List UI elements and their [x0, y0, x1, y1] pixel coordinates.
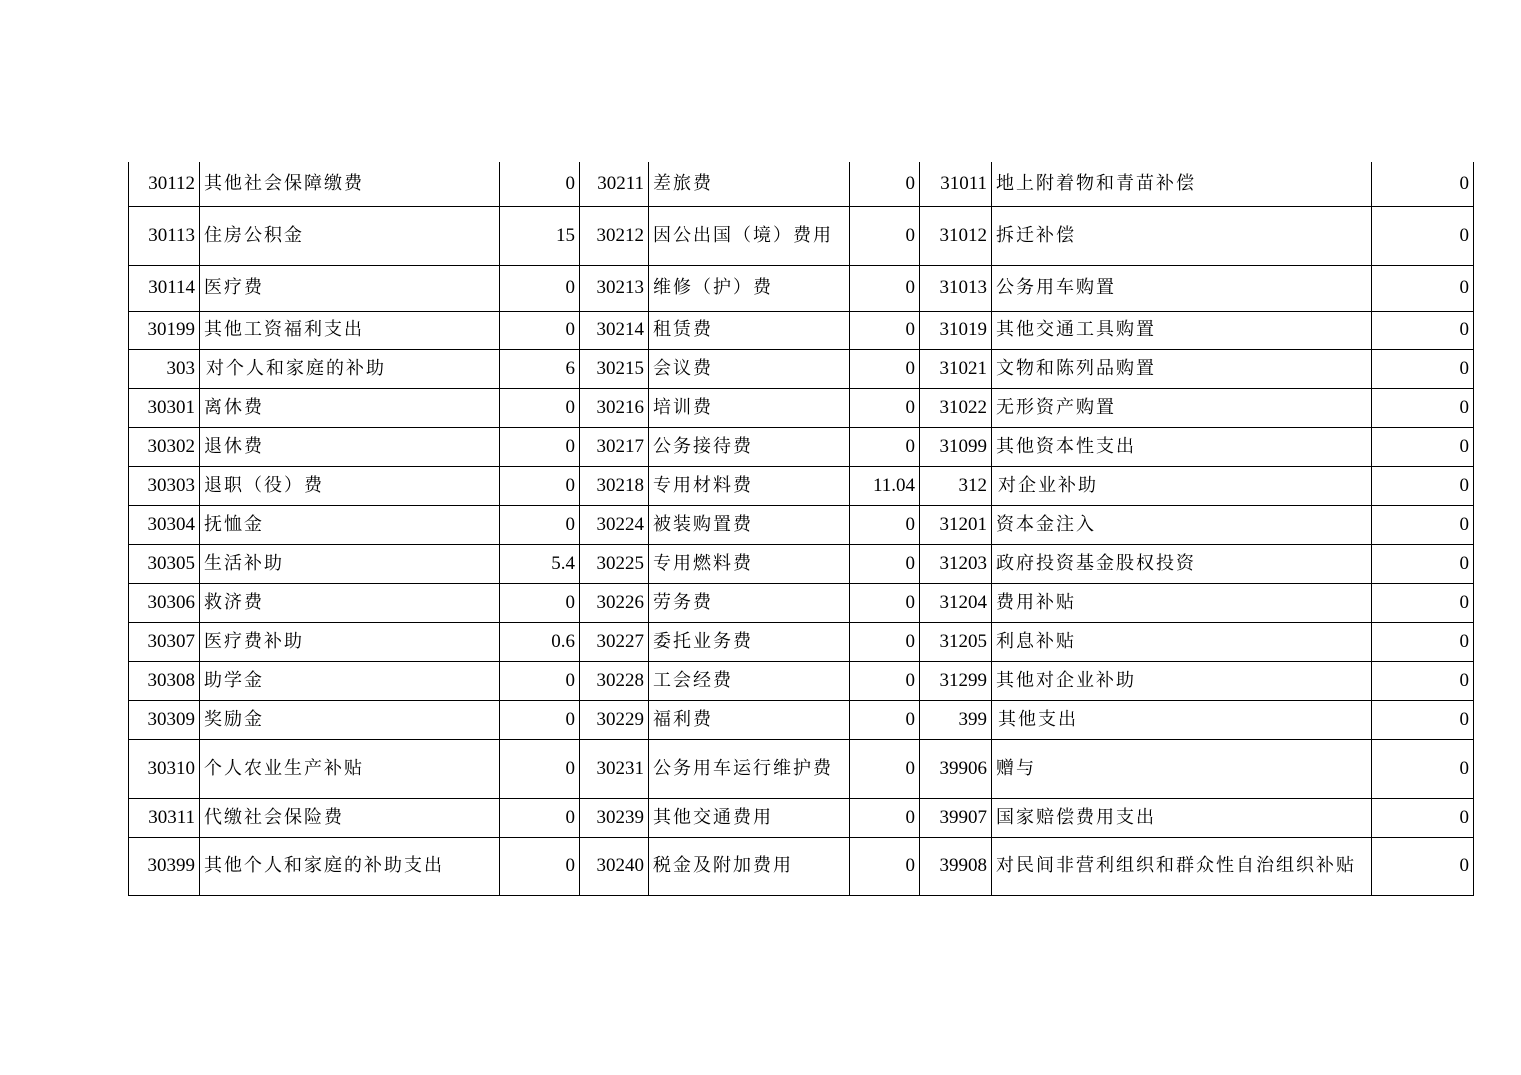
item-amount-cell: 0: [1372, 265, 1474, 311]
item-code-cell: 30310: [129, 739, 200, 798]
item-code-cell: 30216: [580, 388, 649, 427]
item-name-cell: 维修（护）费: [649, 265, 850, 311]
item-name-cell: 其他工资福利支出: [200, 311, 500, 349]
item-amount-cell: 0: [850, 837, 920, 895]
item-name-cell: 对企业补助: [992, 466, 1372, 505]
item-name-cell: 救济费: [200, 583, 500, 622]
item-name-cell: 医疗费补助: [200, 622, 500, 661]
item-name-cell: 其他交通费用: [649, 798, 850, 837]
item-name-cell: 委托业务费: [649, 622, 850, 661]
table-row: [129, 311, 1474, 349]
item-amount-cell: 0: [850, 427, 920, 466]
item-amount-cell: 0: [850, 206, 920, 265]
item-name-cell: 文物和陈列品购置: [992, 349, 1372, 388]
item-amount-cell: 0: [1372, 505, 1474, 544]
item-name-cell: 公务用车运行维护费: [649, 739, 850, 798]
item-amount-cell: 0: [500, 583, 580, 622]
item-code-cell: 30218: [580, 466, 649, 505]
item-amount-cell: 0: [1372, 583, 1474, 622]
item-amount-cell: 0: [850, 798, 920, 837]
item-code-cell: 30304: [129, 505, 200, 544]
item-code-cell: 30309: [129, 700, 200, 739]
item-name-cell: 助学金: [200, 661, 500, 700]
table-row: [129, 349, 1474, 388]
table-row: [129, 206, 1474, 265]
item-amount-cell: 0: [1372, 206, 1474, 265]
item-name-cell: 生活补助: [200, 544, 500, 583]
item-name-cell: 地上附着物和青苗补偿: [992, 162, 1372, 206]
item-amount-cell: 0: [500, 388, 580, 427]
item-amount-cell: 0: [1372, 427, 1474, 466]
table-row: [129, 388, 1474, 427]
item-code-cell: 39908: [920, 837, 992, 895]
item-code-cell: 30302: [129, 427, 200, 466]
item-amount-cell: 0: [1372, 622, 1474, 661]
item-name-cell: 差旅费: [649, 162, 850, 206]
item-name-cell: 退职（役）费: [200, 466, 500, 505]
item-code-cell: 30239: [580, 798, 649, 837]
item-amount-cell: 0: [500, 265, 580, 311]
item-amount-cell: 0: [1372, 388, 1474, 427]
expenditure-table: [128, 162, 1474, 896]
item-code-cell: 31203: [920, 544, 992, 583]
item-name-cell: 劳务费: [649, 583, 850, 622]
item-amount-cell: 0: [500, 700, 580, 739]
item-name-cell: 其他对企业补助: [992, 661, 1372, 700]
item-amount-cell: 6: [500, 349, 580, 388]
item-amount-cell: 0: [1372, 311, 1474, 349]
item-amount-cell: 0.6: [500, 622, 580, 661]
item-name-cell: 对民间非营利组织和群众性自治组织补贴: [992, 837, 1372, 895]
item-name-cell: 代缴社会保险费: [200, 798, 500, 837]
item-amount-cell: 11.04: [850, 466, 920, 505]
item-amount-cell: 0: [850, 622, 920, 661]
item-name-cell: 其他社会保障缴费: [200, 162, 500, 206]
item-code-cell: 31204: [920, 583, 992, 622]
item-code-cell: 30307: [129, 622, 200, 661]
item-name-cell: 被装购置费: [649, 505, 850, 544]
item-name-cell: 其他资本性支出: [992, 427, 1372, 466]
item-amount-cell: 0: [1372, 661, 1474, 700]
item-amount-cell: 0: [500, 798, 580, 837]
item-name-cell: 公务用车购置: [992, 265, 1372, 311]
item-code-cell: 31012: [920, 206, 992, 265]
table-row: [129, 583, 1474, 622]
item-code-cell: 31013: [920, 265, 992, 311]
item-amount-cell: 0: [1372, 739, 1474, 798]
item-code-cell: 30215: [580, 349, 649, 388]
item-code-cell: 31299: [920, 661, 992, 700]
table-row: [129, 798, 1474, 837]
item-name-cell: 利息补贴: [992, 622, 1372, 661]
item-name-cell: 公务接待费: [649, 427, 850, 466]
item-amount-cell: 0: [1372, 700, 1474, 739]
item-name-cell: 其他支出: [992, 700, 1372, 739]
item-name-cell: 国家赔偿费用支出: [992, 798, 1372, 837]
item-code-cell: 31205: [920, 622, 992, 661]
item-amount-cell: 0: [1372, 544, 1474, 583]
item-code-cell: 30214: [580, 311, 649, 349]
item-amount-cell: 0: [850, 544, 920, 583]
item-code-cell: 30305: [129, 544, 200, 583]
item-code-cell: 30399: [129, 837, 200, 895]
item-name-cell: 医疗费: [200, 265, 500, 311]
item-amount-cell: 15: [500, 206, 580, 265]
table-row: [129, 739, 1474, 798]
item-name-cell: 会议费: [649, 349, 850, 388]
item-code-cell: 399: [920, 700, 992, 739]
item-name-cell: 抚恤金: [200, 505, 500, 544]
item-code-cell: 30225: [580, 544, 649, 583]
item-code-cell: 30306: [129, 583, 200, 622]
item-name-cell: 税金及附加费用: [649, 837, 850, 895]
item-code-cell: 30231: [580, 739, 649, 798]
item-code-cell: 30240: [580, 837, 649, 895]
item-amount-cell: 0: [500, 311, 580, 349]
item-code-cell: 312: [920, 466, 992, 505]
item-amount-cell: 0: [1372, 798, 1474, 837]
item-code-cell: 30212: [580, 206, 649, 265]
table-row: [129, 505, 1474, 544]
item-amount-cell: 0: [850, 505, 920, 544]
table-row: [129, 622, 1474, 661]
item-name-cell: 资本金注入: [992, 505, 1372, 544]
table-row: [129, 700, 1474, 739]
item-code-cell: 30211: [580, 162, 649, 206]
item-amount-cell: 0: [500, 162, 580, 206]
table-row: [129, 265, 1474, 311]
item-code-cell: 30226: [580, 583, 649, 622]
item-amount-cell: 0: [500, 427, 580, 466]
table-row: [129, 162, 1474, 206]
table-row: [129, 466, 1474, 505]
item-name-cell: 拆迁补偿: [992, 206, 1372, 265]
item-code-cell: 39907: [920, 798, 992, 837]
item-code-cell: 30229: [580, 700, 649, 739]
item-code-cell: 31021: [920, 349, 992, 388]
item-code-cell: 30217: [580, 427, 649, 466]
item-amount-cell: 0: [500, 661, 580, 700]
item-code-cell: 303: [129, 349, 200, 388]
item-code-cell: 39906: [920, 739, 992, 798]
item-name-cell: 培训费: [649, 388, 850, 427]
item-code-cell: 31011: [920, 162, 992, 206]
table-row: [129, 837, 1474, 895]
item-name-cell: 其他个人和家庭的补助支出: [200, 837, 500, 895]
item-amount-cell: 0: [500, 505, 580, 544]
item-amount-cell: 0: [850, 661, 920, 700]
item-amount-cell: 0: [850, 388, 920, 427]
table-row: [129, 544, 1474, 583]
item-name-cell: 住房公积金: [200, 206, 500, 265]
item-amount-cell: 0: [1372, 349, 1474, 388]
item-name-cell: 福利费: [649, 700, 850, 739]
item-name-cell: 对个人和家庭的补助: [200, 349, 500, 388]
item-code-cell: 30227: [580, 622, 649, 661]
item-name-cell: 奖励金: [200, 700, 500, 739]
table-row: [129, 661, 1474, 700]
item-amount-cell: 0: [850, 583, 920, 622]
item-amount-cell: 0: [500, 837, 580, 895]
item-code-cell: 30301: [129, 388, 200, 427]
item-amount-cell: 0: [1372, 162, 1474, 206]
item-name-cell: 专用材料费: [649, 466, 850, 505]
item-code-cell: 31201: [920, 505, 992, 544]
item-code-cell: 30213: [580, 265, 649, 311]
item-amount-cell: 0: [850, 162, 920, 206]
item-name-cell: 工会经费: [649, 661, 850, 700]
item-name-cell: 费用补贴: [992, 583, 1372, 622]
item-code-cell: 30311: [129, 798, 200, 837]
item-name-cell: 无形资产购置: [992, 388, 1372, 427]
item-amount-cell: 0: [500, 466, 580, 505]
table-body: [129, 162, 1474, 895]
item-amount-cell: 0: [850, 739, 920, 798]
item-amount-cell: 0: [1372, 837, 1474, 895]
table-row: [129, 427, 1474, 466]
item-amount-cell: 0: [850, 311, 920, 349]
item-code-cell: 30199: [129, 311, 200, 349]
item-amount-cell: 0: [850, 349, 920, 388]
item-code-cell: 31019: [920, 311, 992, 349]
item-name-cell: 赠与: [992, 739, 1372, 798]
item-name-cell: 其他交通工具购置: [992, 311, 1372, 349]
item-amount-cell: 0: [850, 700, 920, 739]
item-code-cell: 30113: [129, 206, 200, 265]
item-amount-cell: 0: [850, 265, 920, 311]
item-name-cell: 因公出国（境）费用: [649, 206, 850, 265]
item-code-cell: 30114: [129, 265, 200, 311]
item-code-cell: 30112: [129, 162, 200, 206]
item-name-cell: 政府投资基金股权投资: [992, 544, 1372, 583]
item-code-cell: 31099: [920, 427, 992, 466]
item-amount-cell: 0: [500, 739, 580, 798]
item-name-cell: 退休费: [200, 427, 500, 466]
item-code-cell: 31022: [920, 388, 992, 427]
item-amount-cell: 0: [1372, 466, 1474, 505]
item-name-cell: 租赁费: [649, 311, 850, 349]
item-code-cell: 30228: [580, 661, 649, 700]
item-code-cell: 30308: [129, 661, 200, 700]
item-code-cell: 30224: [580, 505, 649, 544]
item-name-cell: 个人农业生产补贴: [200, 739, 500, 798]
item-name-cell: 专用燃料费: [649, 544, 850, 583]
item-name-cell: 离休费: [200, 388, 500, 427]
item-amount-cell: 5.4: [500, 544, 580, 583]
item-code-cell: 30303: [129, 466, 200, 505]
